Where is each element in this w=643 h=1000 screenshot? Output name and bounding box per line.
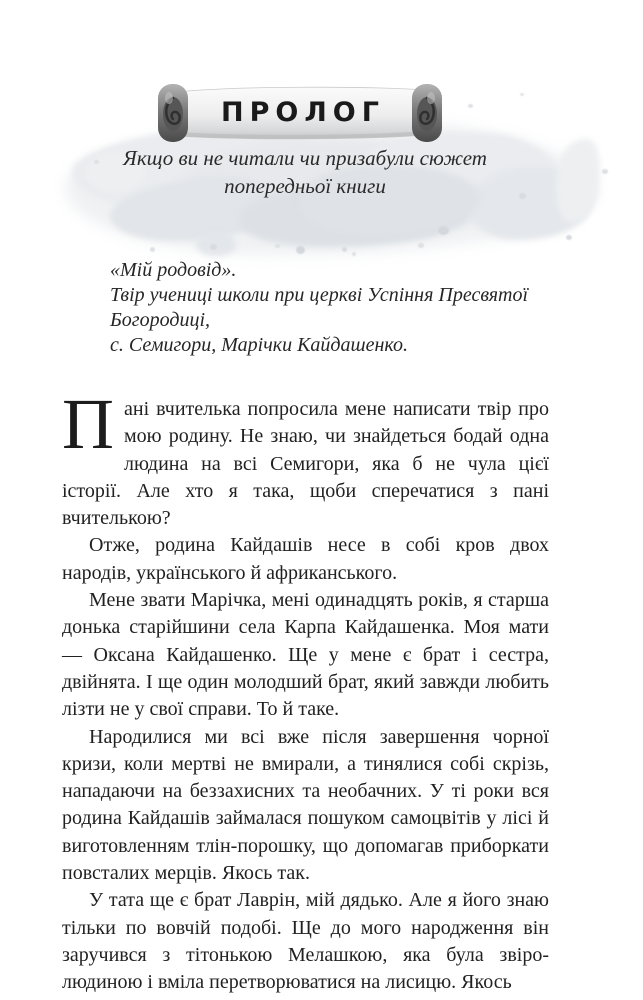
splash-dot bbox=[566, 235, 572, 240]
epigraph bbox=[110, 258, 550, 358]
splash-dot bbox=[468, 104, 473, 108]
splash-dot bbox=[150, 247, 155, 252]
chapter-title: ПРОЛОГ bbox=[221, 96, 385, 128]
splash-dot bbox=[602, 169, 608, 174]
epigraph-line: с. Семигори, Марічки Кайдашенко. bbox=[110, 334, 409, 356]
splash-dot bbox=[275, 244, 280, 248]
splash-dot bbox=[418, 243, 424, 248]
splash-dot bbox=[352, 252, 356, 256]
body-text bbox=[62, 384, 549, 997]
body-paragraph: Отже, родина Кайдашів несе в собі кров двох народів, українського й африканського. bbox=[62, 534, 549, 584]
splash-dot bbox=[296, 246, 305, 254]
splash-dot bbox=[210, 244, 217, 250]
body-paragraph: Народилися ми всі вже після завершення чорної кризи, коли мертві не вмирали, а тинялися собі скрізь, нападаючи на беззахисних та необачних. У ті роки вся родина Кайдашів займалася пошуком самоцвітів у лісі й виготовленням тлін-порошку, що допомагав приборкати повсталих мерців. Якось так. bbox=[62, 725, 549, 885]
splash-dot bbox=[519, 193, 526, 199]
body-paragraph: Мене звати Марічка, мені одинадцять років, я старша донька старійшини села Карпа Кайдашенка. Моя мати — Оксана Кайдашенко. Ще у мене є брат і сестра, двійнята. І ще один молодший брат, який завжди любить лізти не у свої справи. То й таке. bbox=[62, 589, 549, 721]
splash-dot bbox=[342, 247, 347, 252]
splash-dot bbox=[438, 226, 449, 235]
body-paragraph: Пані вчителька попросила мене написати твір про мою родину. Не знаю, чи знайдеться бодай одна людина на всі Семигори, яка б не чула цієї історії. Але хто я така, щоби сперечатися з пані вчителькою? bbox=[62, 384, 549, 530]
splash-blob bbox=[550, 135, 605, 225]
body-paragraph: У тата ще є брат Лаврін, мій дядько. Але я його знаю тільки по вовчій подобі. Ще до мого народження він заручився з тітонькою Мелашкою, яка була звіро-людиною і вміла перетворюватися на лисицю. Якось bbox=[62, 889, 549, 994]
epigraph-line: «Мій родовід». bbox=[110, 259, 237, 281]
epigraph-line: Твір учениці школи при церкві Успіння Пресвятої Богородиці, bbox=[110, 284, 529, 331]
chapter-subtitle: Якщо ви не читали чи призабули сюжет попередньої книги bbox=[123, 146, 487, 198]
splash-dot bbox=[520, 93, 524, 96]
